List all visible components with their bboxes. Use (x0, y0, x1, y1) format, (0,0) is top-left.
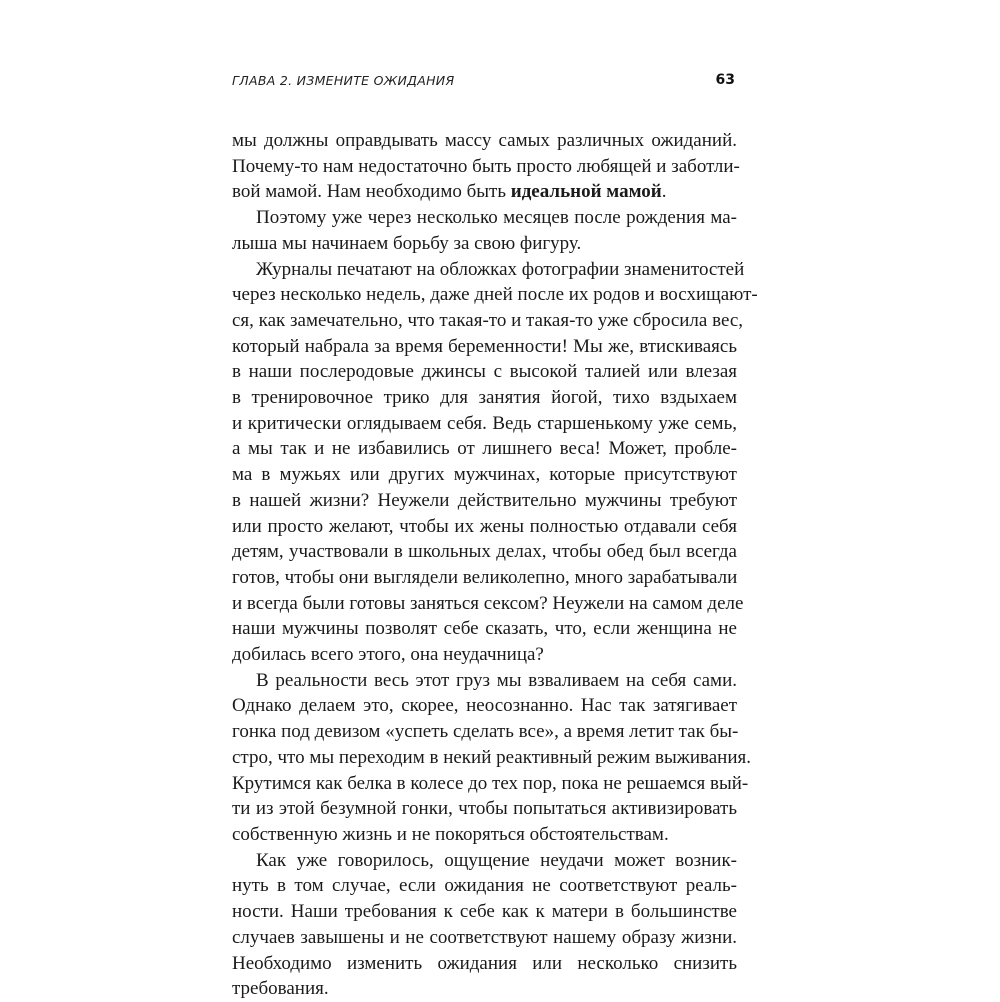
text-line-content: Почему-то нам недостаточно быть просто любящей и заботли- (232, 155, 740, 177)
text-line-content: в наши послеродовые джинсы с высокой талией или влезая (232, 361, 737, 383)
page-number: 63 (715, 72, 735, 88)
text-line (232, 128, 737, 154)
text-line-content: готов, чтобы они выглядели великолепно, много зарабатывали (232, 566, 738, 588)
text-line-content: в нашей жизни? Неужели действительно мужчины требуют (232, 489, 737, 511)
text-line (232, 308, 744, 334)
body-text (232, 128, 758, 1002)
text-line (232, 616, 737, 642)
text-line (232, 231, 737, 257)
text-line-tail: . (661, 181, 667, 203)
text-line (232, 514, 737, 540)
text-line (232, 205, 737, 231)
text-line (232, 179, 737, 205)
text-line-content: Журналы печатают на обложках фотографии знаменитостей (256, 258, 745, 280)
text-line (232, 565, 737, 591)
text-line (232, 488, 737, 514)
text-line-content: Поэтому уже через несколько месяцев после рождения ма- (256, 207, 737, 229)
text-line (232, 848, 737, 874)
text-line-content: гонка под девизом «успеть сделать все», а время летит так бы- (232, 721, 739, 743)
text-line (232, 642, 737, 668)
text-line-content: случаев завышены и не соответствуют нашему образу жизни. (232, 926, 737, 948)
text-line (232, 668, 737, 694)
text-line-content: ности. Наши требования к себе как к матери в большинстве (232, 901, 737, 923)
text-line (232, 539, 737, 565)
text-line-content: наши мужчины позволят себе сказать, что, если женщина не (232, 618, 737, 640)
text-line-content: ся, как замечательно, что такая-то и такая-то уже сбросила вес, (232, 309, 744, 331)
text-line (232, 719, 737, 745)
text-line (232, 436, 737, 462)
text-line (232, 693, 737, 719)
text-line (232, 873, 737, 899)
text-line (232, 462, 737, 488)
text-line (232, 771, 749, 797)
text-line-content: Как уже говорилось, ощущение неудачи может возник- (256, 849, 737, 871)
text-line-content: собственную жизнь и не покоряться обстоятельствам. (232, 823, 669, 845)
text-line-content: а мы так и не избавились от лишнего веса! Может, пробле- (232, 438, 737, 460)
text-line-content: требования. (232, 978, 329, 1000)
text-line-content: мы должны оправдывать массу самых различных ожиданий. (232, 130, 737, 151)
text-line-content: Необходимо изменить ожидания или несколько снизить (232, 952, 737, 974)
text-line-content: ти из этой безумной гонки, чтобы попытаться активизировать (232, 798, 737, 820)
text-line-content: В реальности весь этот груз мы взваливаем на себя сами. (256, 669, 737, 691)
text-line-content: или просто желают, чтобы их жены полностью отдавали себя (232, 515, 737, 537)
text-line (232, 334, 737, 360)
text-line (232, 257, 745, 283)
running-head: ГЛАВА 2. ИЗМЕНИТЕ ОЖИДАНИЯ (232, 73, 455, 88)
text-line (232, 385, 737, 411)
text-line (232, 591, 744, 617)
text-line (232, 976, 737, 1002)
text-line (232, 359, 737, 385)
text-line (232, 745, 752, 771)
text-line-content: Крутимся как белка в колесе до тех пор, пока не решаемся вый- (232, 772, 749, 794)
text-line-content: и всегда были готовы заняться сексом? Неужели на самом деле (232, 592, 744, 614)
emphasis-text: идеальной мамой (510, 181, 662, 203)
text-line-content: добилась всего этого, она неудачница? (232, 644, 544, 666)
text-line-content: детям, участвовали в школьных делах, чтобы обед был всегда (232, 541, 737, 563)
text-line-content: ма в мужьях или других мужчинах, которые присутствуют (232, 464, 737, 486)
text-line (232, 951, 737, 977)
text-line (232, 411, 737, 437)
text-line-content: вой мамой. Нам необходимо быть (232, 181, 511, 203)
text-line (232, 796, 737, 822)
text-line (232, 925, 737, 951)
text-line (232, 282, 758, 308)
text-line (232, 822, 737, 848)
text-line-content: в тренировочное трико для занятия йогой, тихо вздыхаем (232, 387, 737, 409)
text-line-content: через несколько недель, даже дней после их родов и восхищают- (232, 284, 758, 306)
text-line-content: нуть в том случае, если ожидания не соответствуют реаль- (232, 875, 737, 897)
text-line-content: который набрала за время беременности! Мы же, втискиваясь (232, 335, 737, 357)
text-line (232, 899, 737, 925)
text-line-content: и критически оглядываем себя. Ведь старшенькому уже семь, (232, 412, 737, 434)
text-line (232, 154, 740, 180)
text-line-content: лыша мы начинаем борьбу за свою фигуру. (232, 232, 582, 254)
text-line-content: стро, что мы переходим в некий реактивный режим выживания. (232, 746, 752, 768)
text-line-content: Однако делаем это, скорее, неосознанно. Нас так затягивает (232, 695, 737, 717)
